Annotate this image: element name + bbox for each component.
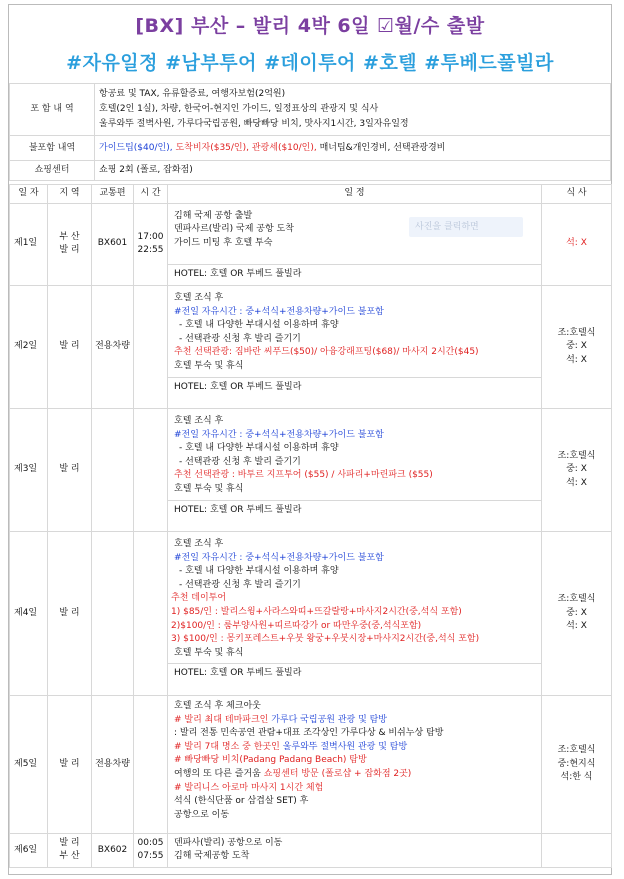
itinerary-cell bbox=[168, 833, 542, 867]
itinerary-line: 가이드 미팅 후 호텔 투숙 bbox=[174, 237, 273, 248]
hotel-line: HOTEL: 호텔 OR 투베드 풀빌라 bbox=[168, 264, 541, 285]
day-tour-heading: 추천 데이투어 bbox=[171, 593, 227, 604]
region-text: 부 산 bbox=[59, 851, 80, 862]
itinerary-line: 석식 (한식단품 or 삼겹살 SET) 후 bbox=[174, 796, 309, 807]
exclude-visa-tax: 도착비자($35/인), 관광세($10/인), bbox=[172, 142, 317, 153]
itinerary-document bbox=[8, 4, 612, 875]
exclude-content bbox=[95, 136, 611, 161]
itinerary-line bbox=[171, 741, 538, 755]
header-itinerary: 일 정 bbox=[168, 185, 542, 204]
include-label: 포 함 내 역 bbox=[10, 84, 95, 136]
day-label: 제6일 bbox=[10, 833, 48, 867]
itinerary-line: - 선택관광 신청 후 발리 즐기기 bbox=[179, 579, 301, 590]
shopping-value: 쇼핑 2회 (폴로, 잡화점) bbox=[95, 161, 611, 181]
region-text: 부 산 bbox=[59, 231, 80, 242]
time-cell bbox=[134, 285, 168, 408]
region-text: 발 리 bbox=[59, 837, 80, 848]
transport-cell bbox=[92, 408, 134, 531]
hotel-line: HOTEL: 호텔 OR 투베드 풀빌라 bbox=[168, 377, 541, 398]
include-line: 호텔(2인 1실), 차량, 한국어-현지인 가이드, 일정표상의 관광지 및 식사 bbox=[99, 104, 379, 114]
itinerary-line: - 선택관광 신청 후 발리 즐기기 bbox=[179, 456, 301, 467]
meal-text: 석: X bbox=[566, 354, 587, 365]
meal-text: 조:호텔식 bbox=[557, 745, 596, 756]
meal-text: 석: X bbox=[566, 477, 587, 488]
highlight-text: 가루다 국립공원 관광 및 탐방 bbox=[271, 714, 388, 725]
table-row bbox=[10, 203, 612, 285]
table-row bbox=[10, 531, 612, 695]
meal-text: 석:한 식 bbox=[560, 772, 593, 783]
region-text: 발 리 bbox=[59, 245, 80, 256]
day-label: 제5일 bbox=[10, 695, 48, 833]
itinerary-cell bbox=[168, 531, 542, 695]
itinerary-line: - 호텔 내 다양한 부대시설 이용하며 휴양 bbox=[179, 320, 339, 331]
line-prefix: # 발리 7대 명소 중 한곳인 bbox=[174, 741, 283, 752]
region-cell bbox=[48, 833, 92, 867]
time-text: 17:00 bbox=[137, 231, 164, 242]
itinerary-cell bbox=[168, 695, 542, 833]
meal-cell bbox=[542, 531, 612, 695]
highlight-text: 울루와뚜 절벽사원 관광 및 탐방 bbox=[282, 741, 408, 752]
transport-cell: BX601 bbox=[92, 203, 134, 285]
region-cell: 발 리 bbox=[48, 285, 92, 408]
itinerary-line bbox=[171, 782, 538, 796]
line-prefix: # 발리 최대 테마파크인 bbox=[174, 714, 272, 725]
schedule-table bbox=[9, 184, 612, 868]
line-prefix: # 발리니스 bbox=[174, 782, 223, 793]
header-time: 시 간 bbox=[134, 185, 168, 204]
time-cell bbox=[134, 408, 168, 531]
region-cell: 발 리 bbox=[48, 531, 92, 695]
include-content bbox=[95, 84, 611, 136]
transport-cell bbox=[92, 531, 134, 695]
free-time-line: #전일 자유시간 : 중+석식+전용차량+가이드 불포함 bbox=[174, 552, 384, 563]
highlight-text: 쇼핑센터 방문 (폴로샵 + 잡화점 2곳) bbox=[263, 768, 412, 779]
itinerary-line: - 호텔 내 다양한 부대시설 이용하며 휴양 bbox=[179, 566, 339, 577]
header-region: 지 역 bbox=[48, 185, 92, 204]
table-row bbox=[10, 833, 612, 867]
include-line: 울루와뚜 절벽사원, 가루다국립공원, 빠당빠당 비치, 맛사지1시간, 3일자유일정 bbox=[99, 119, 409, 129]
itinerary-line: - 호텔 내 다양한 부대시설 이용하며 휴양 bbox=[179, 443, 339, 454]
optional-tour-line: 추천 선택관광 : 바투르 지프투어 ($55) / 사파리+마린파크 ($55) bbox=[174, 470, 433, 481]
table-row bbox=[10, 695, 612, 833]
region-cell bbox=[48, 203, 92, 285]
info-table bbox=[9, 83, 611, 181]
day-tour-option: 2)$100/인 : 룸부양사원+띠르따강가 or 따만우중(중,석식포함) bbox=[171, 620, 422, 631]
itinerary-line bbox=[171, 768, 538, 782]
itinerary-line: : 발리 전통 민속공연 관람+대표 조각상인 가루다상 & 비쉬누상 탐방 bbox=[174, 728, 444, 739]
page-title: [BX] 부산 – 발리 4박 6일 ☑월/수 출발 bbox=[135, 15, 485, 37]
exclude-other: 매너팁&개인경비, 선택관광경비 bbox=[316, 142, 446, 153]
meal-text: 중:현지식 bbox=[557, 758, 596, 769]
time-cell bbox=[134, 833, 168, 867]
meal-text: 중: X bbox=[566, 464, 587, 475]
meal-cell bbox=[542, 285, 612, 408]
time-text: 07:55 bbox=[137, 851, 164, 862]
transport-cell: 전용차량 bbox=[92, 695, 134, 833]
meal-text: 석: X bbox=[566, 621, 587, 632]
day-label: 제2일 bbox=[10, 285, 48, 408]
header-transport: 교통편 bbox=[92, 185, 134, 204]
photo-click-overlay[interactable]: 사진을 클릭하면 bbox=[409, 217, 523, 237]
line-prefix: 여행의 또 다른 즐거움 bbox=[174, 768, 264, 779]
region-cell: 발 리 bbox=[48, 408, 92, 531]
highlight-text: 아로마 마사지 1시간 체험 bbox=[222, 782, 324, 793]
hotel-line: HOTEL: 호텔 OR 투베드 풀빌라 bbox=[168, 663, 541, 684]
itinerary-line: - 선택관광 신청 후 발리 즐기기 bbox=[179, 333, 301, 344]
itinerary-line: 호텔 조식 후 bbox=[174, 292, 224, 303]
optional-tour-line: 추천 선택관광: 짐바란 씨푸드($50)/ 아융강래프팅($68)/ 마사지 2시간($45) bbox=[174, 347, 479, 358]
itinerary-cell bbox=[168, 408, 542, 531]
table-row bbox=[10, 408, 612, 531]
hotel-line: HOTEL: 호텔 OR 투베드 풀빌라 bbox=[168, 500, 541, 521]
shopping-label: 쇼핑센터 bbox=[10, 161, 95, 181]
day-tour-option: 1) $85/인 : 발리스윙+사라스와띠+뜨갈랄랑+마사지2시간(중,석식 포함) bbox=[171, 606, 462, 617]
schedule-header-row bbox=[10, 185, 612, 204]
transport-cell: BX602 bbox=[92, 833, 134, 867]
itinerary-line: 호텔 조식 후 체크아웃 bbox=[174, 700, 261, 711]
meal-text: 조:호텔식 bbox=[557, 450, 596, 461]
itinerary-line: 호텔 투숙 및 휴식 bbox=[174, 647, 244, 658]
itinerary-cell bbox=[168, 203, 542, 285]
meal-text: 중: X bbox=[566, 341, 587, 352]
free-time-line: #전일 자유시간 : 중+석식+전용차량+가이드 불포함 bbox=[174, 306, 384, 317]
time-text: 00:05 bbox=[137, 837, 164, 848]
header-day: 일 자 bbox=[10, 185, 48, 204]
free-time-line: #전일 자유시간 : 중+석식+전용차량+가이드 불포함 bbox=[174, 429, 384, 440]
exclude-guide-tip: 가이드팁($40/인), bbox=[99, 142, 173, 153]
meal-text: 중: X bbox=[566, 607, 587, 618]
time-cell bbox=[134, 695, 168, 833]
itinerary-cell bbox=[168, 285, 542, 408]
meal-cell bbox=[542, 408, 612, 531]
itinerary-line: # 빠당빠당 비치(Padang Padang Beach) 탐방 bbox=[174, 755, 367, 766]
itinerary-line: 덴파사(발리) 공항으로 이동 bbox=[174, 837, 283, 848]
itinerary-line bbox=[171, 714, 538, 728]
day-tour-option: 3) $100/인 : 몽키포레스트+우붓 왕궁+우붓시장+마사지2시간(중,석식 포함) bbox=[171, 634, 480, 645]
itinerary-line: 김해 국제공항 도착 bbox=[174, 851, 250, 862]
itinerary-line: 호텔 조식 후 bbox=[174, 538, 224, 549]
meal-text: 조:호텔식 bbox=[557, 327, 596, 338]
header-meal: 식 사 bbox=[542, 185, 612, 204]
exclude-label: 불포함 내역 bbox=[10, 136, 95, 161]
time-cell bbox=[134, 531, 168, 695]
meal-cell bbox=[542, 695, 612, 833]
meal-cell: 석: X bbox=[542, 203, 612, 285]
transport-cell: 전용차량 bbox=[92, 285, 134, 408]
itinerary-line: 호텔 투숙 및 휴식 bbox=[174, 483, 244, 494]
page-subtitle-hashtags: #자유일정 #남부투어 #데이투어 #호텔 #투베드풀빌라 bbox=[66, 52, 554, 74]
day-label: 제4일 bbox=[10, 531, 48, 695]
meal-cell bbox=[542, 833, 612, 867]
table-row bbox=[10, 285, 612, 408]
itinerary-line: 호텔 투숙 및 휴식 bbox=[174, 360, 244, 371]
day-label: 제1일 bbox=[10, 203, 48, 285]
itinerary-line: 호텔 조식 후 bbox=[174, 415, 224, 426]
time-text: 22:55 bbox=[137, 245, 164, 256]
time-cell bbox=[134, 203, 168, 285]
include-line: 항공료 및 TAX, 유류할증료, 여행자보험(2억원) bbox=[99, 89, 286, 99]
meal-text: 조:호텔식 bbox=[557, 594, 596, 605]
day-label: 제3일 bbox=[10, 408, 48, 531]
region-cell: 발 리 bbox=[48, 695, 92, 833]
itinerary-line: 덴파사르(발리) 국제 공항 도착 bbox=[174, 224, 294, 235]
itinerary-line: 김해 국제 공항 출발 bbox=[174, 210, 253, 221]
itinerary-line: 공항으로 이동 bbox=[174, 809, 230, 820]
